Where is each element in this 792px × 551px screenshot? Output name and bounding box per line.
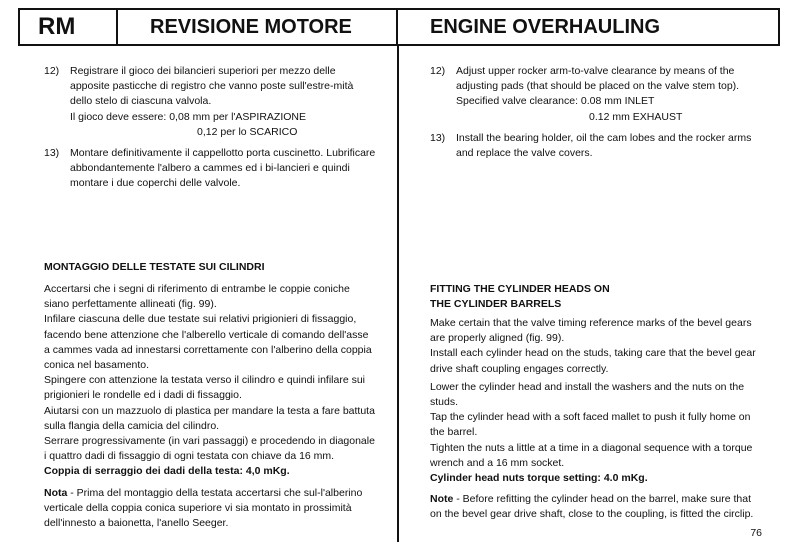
paragraph: Install each cylinder head on the studs, taking care that the bevel gear drive shaft coupling engages correctly. (430, 347, 756, 375)
note-it (44, 486, 376, 532)
note-label: Note (430, 493, 454, 506)
torque-setting-it: Coppia di serraggio dei dadi della testa: 4,0 mKg. (44, 465, 290, 478)
column-divider (397, 46, 399, 542)
italian-steps (44, 64, 376, 192)
step-number: 13) (44, 147, 60, 160)
paragraph: Serrare progressivamente (in vari passaggi) e procedendo in diagonale i quattro dadi di fissaggio di ogni testata con chiave da 16 mm. (44, 435, 375, 463)
italian-section (44, 260, 376, 531)
step-12-it (44, 64, 376, 140)
step-13-it (44, 146, 376, 192)
clearance-exhaust: 0,12 per lo SCARICO (197, 125, 298, 138)
step-13-en (430, 131, 760, 161)
english-steps (430, 64, 760, 161)
step-number: 12) (430, 65, 446, 77)
note-text: - Before refitting the cylinder head on the barrel, make sure that on the bevel gear drive shaft, close to the coupling, is fitted the circlip. (430, 493, 754, 521)
step-text: Montare definitivamente il cappellotto porta cuscinetto. Lubrificare abbondantemente l'albero a cammes ed i bi-lancieri e quindi montare i due coperchi delle valvole. (70, 147, 376, 190)
paragraph: Lower the cylinder head and install the washers and the nuts on the studs. (430, 380, 745, 409)
paragraph: Infilare ciascuna delle due testate sui relativi prigionieri di fissaggio, facendo bene attenzione che l'alberello verticale di comando dell'asse a cammes vada ad innestarsi correttamente con l'alberino della coppia conica nel basamento. (44, 313, 372, 372)
paragraph: Tighten the nuts a little at a time in a diagonal sequence with a torque wrench and a 16 mm socket. (430, 441, 753, 469)
clearance-exhaust: 0.12 mm EXHAUST (589, 110, 683, 123)
note-label: Nota (44, 486, 68, 499)
english-section (430, 282, 760, 523)
header-title-english: ENGINE OVERHAULING (396, 8, 780, 46)
section-title-en-line1: FITTING THE CYLINDER HEADS ON (430, 283, 610, 295)
note-en (430, 492, 760, 522)
paragraph: Spingere con attenzione la testata verso il cilindro e quindi infilare sui prigionieri le rondelle ed i dadi di fissaggio. (44, 374, 366, 402)
clearance-inlet: Il gioco deve essere: 0,08 mm per l'ASPIRAZIONE (70, 110, 307, 123)
header-title-italian: REVISIONE MOTORE (116, 8, 398, 46)
model-code: RM (18, 8, 118, 46)
step-number: 12) (44, 65, 60, 77)
note-text: - Prima del montaggio della testata accertarsi che sul-l'alberino verticale della coppia conica superiore vi sia montato in prossimità dell'innesto a baionetta, l'anello Seeger. (44, 486, 363, 530)
paragraph: Aiutarsi con un mazzuolo di plastica per mandare la testa a fare battuta sulla flangia della camicia del cilindro. (44, 404, 375, 432)
paragraph: Make certain that the valve timing reference marks of the bevel gears are properly aligned (fig. 99). (430, 317, 752, 345)
step-12-en (430, 64, 760, 125)
clearance-inlet: Specified valve clearance: 0.08 mm INLET (456, 95, 655, 108)
section-title-it: MONTAGGIO DELLE TESTATE SUI CILINDRI (44, 261, 265, 273)
step-text: Registrare il gioco dei bilancieri superiori per mezzo delle apposite pasticche di registro che vanno poste sull'estre-mità dello stelo di ciascuna valvola. (70, 65, 354, 108)
page-number: 76 (750, 527, 762, 539)
step-number: 13) (430, 131, 446, 144)
step-text: Install the bearing holder, oil the cam lobes and the rocker arms and replace the valve covers. (456, 131, 752, 160)
step-text: Adjust upper rocker arm-to-valve clearance by means of the adjusting pads (that should be placed on the valve stem top). (456, 65, 740, 93)
paragraph: Accertarsi che i segni di riferimento di entrambe le coppie coniche siano perfettamente allineati (fig. 99). (44, 283, 350, 311)
paragraph: Tap the cylinder head with a soft faced mallet to push it fully home on the barrel. (430, 411, 751, 439)
torque-setting-en: Cylinder head nuts torque setting: 4.0 mKg. (430, 472, 648, 485)
section-title-en-line2: THE CYLINDER BARRELS (430, 298, 562, 310)
